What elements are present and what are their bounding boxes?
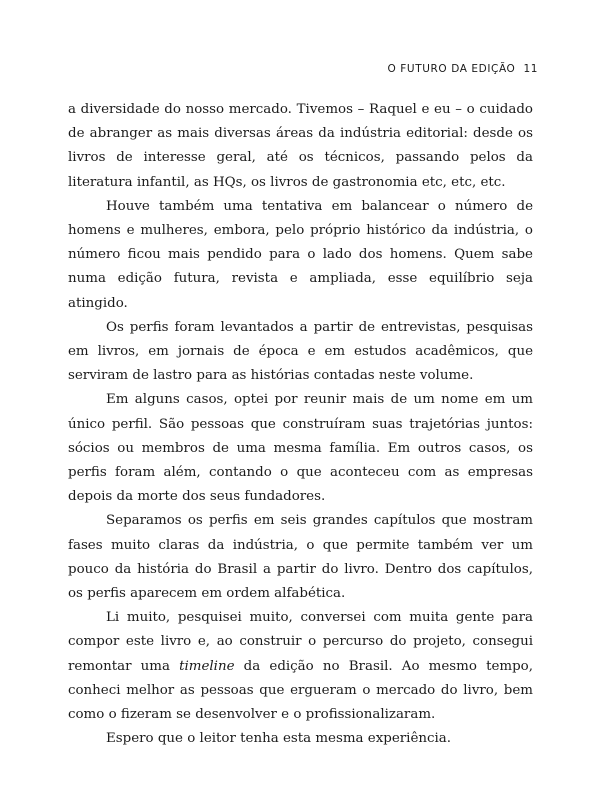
paragraph — [68, 509, 533, 606]
paragraph-text: Os perfis foram levantados a partir de entrevistas, pesquisas em livros, em jornais de época e em estudos acadêmicos, que serviram de lastro para as histórias contadas neste volume. — [68, 319, 533, 384]
paragraph-text: Em alguns casos, optei por reunir mais de um nome em um único perfil. São pessoas que construíram suas trajetórias juntos: sócios ou membros de uma mesma família. Em outros casos, os perfis foram além, contando o que aconteceu com as empresas depois da morte dos seus fundadores. — [68, 392, 533, 505]
paragraph-text: a diversidade do nosso mercado. Tivemos – Raquel e eu – o cuidado de abranger as mais diversas áreas da indústria editorial: desde os livros de interesse geral, até os técnicos, passando pelos da literatura infantil, as HQs, os livros de gastronomia etc, etc, etc. — [68, 102, 533, 190]
paragraph-text: Houve também uma tentativa em balancear o número de homens e mulheres, embora, pelo próprio histórico da indústria, o número ficou mais pendido para o lado dos homens. Quem sabe numa edição futura, revista e ampliada, esse equilíbrio seja atingido. — [68, 198, 533, 311]
paragraph — [68, 606, 533, 727]
running-header — [387, 63, 538, 75]
paragraph-text: da edição no Brasil. Ao mesmo tempo, conheci melhor as pessoas que ergueram o mercado do livro, bem como o fizeram se desenvolver e o profissionalizaram. — [68, 658, 533, 723]
paragraph-text: Espero que o leitor tenha esta mesma experiência. — [106, 731, 452, 747]
paragraph-text: Separamos os perfis em seis grandes capítulos que mostram fases muito claras da indústria, o que permite também ver um pouco da história do Brasil a partir do livro. Dentro dos capítulos, os perfis aparecem em ordem alfabética. — [68, 513, 533, 602]
page-number: 11 — [523, 63, 538, 75]
body-text — [68, 98, 533, 751]
paragraph — [68, 388, 533, 509]
paragraph — [68, 727, 533, 751]
paragraph-text: Li muito, pesquisei muito, conversei com muita gente para compor este livro e, ao construir o percurso do projeto, consegui remontar uma — [68, 610, 533, 674]
italic-term: timeline — [179, 658, 235, 674]
paragraph — [68, 316, 533, 389]
paragraph-continued — [68, 98, 533, 195]
paragraph — [68, 195, 533, 316]
running-header-title: O FUTURO DA EDIÇÃO — [387, 63, 516, 75]
